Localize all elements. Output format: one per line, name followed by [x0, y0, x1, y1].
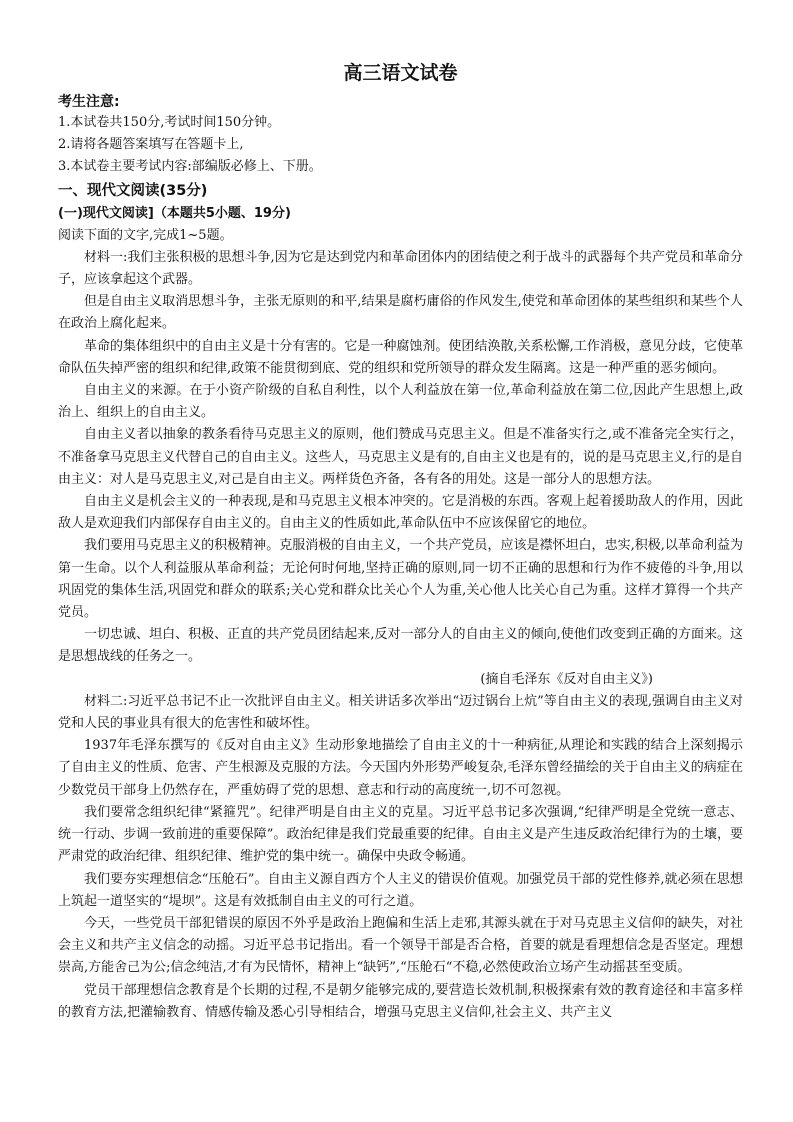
notice-heading: 考生注意:	[58, 94, 120, 110]
material-paragraph: 材料一:我们主张积极的思想斗争,因为它是达到党内和革命团体内的团结使之利于战斗的武器每个共产党员和革命分子，应该拿起这个武器。	[58, 249, 743, 288]
material-paragraph: 我们要夯实理想信念“压舱石”。自由主义源自西方个人主义的错误价值观。加强党员干部的党性修养,就必须在思想上筑起一道坚实的“堤坝”。这是有效抵制自由主义的可行之道。	[58, 871, 743, 909]
material-paragraph: 但是自由主义取消思想斗争，主张无原则的和平,结果是腐朽庸俗的作风发生,使党和革命团体的某些组织和某些个人在政治上腐化起来。	[58, 294, 743, 332]
material-paragraph: 今天，一些党员干部犯错误的原因不外乎是政治上跑偏和生活上走邪,其源头就在于对马克思主义信仰的缺失，对社会主义和共产主义信念的动摇。习近平总书记指出。看一个领导干部是否合格，首要的就是看理想信念是否坚定。理想崇高,方能舍己为公;信念纯洁,才有为民情怀，精神上“缺钙”,“压舱石“不稳,必然使政治立场产生动摇甚至变质。	[58, 915, 743, 976]
material-paragraph: 自由主义是机会主义的一种表现,是和马克思主义根本冲突的。它是消极的东西。客观上起着援助敌人的作用，因此敌人是欢迎我们内部保存自由主义的。自由主义的性质如此,革命队伍中不应该保留它的地位。	[58, 494, 743, 532]
material-paragraph: 自由主义者以抽象的教条看待马克思主义的原则，他们赞成马克思主义。但是不准备实行之,或不准备完全实行之，不准备拿马克思主义代替自己的自由主义。这些人，马克思主义是有的,自由主义也是有的，说的是马克思主义,行的是自由主义：对人是马克思主义,对己是自由主义。两样货色齐备，各有各的用处。这是一部分人的思想方法。	[58, 427, 743, 487]
material-paragraph: 一切忠诚、坦白、积极、正直的共产党员团结起来,反对一部分人的自由主义的倾向,使他们改变到正确的方面来。这是思想战线的任务之一。	[58, 627, 743, 665]
material-paragraph: 自由主义的来源。在于小资产阶级的自私自利性，以个人利益放在第一位,革命利益放在第二位,因此产生思想上,政治上、组织上的自由主义。	[58, 383, 743, 421]
material-paragraph: 1937年毛泽东撰写的《反对自由主义》生动形象地描绘了自由主义的十一种病征,从理论和实践的结合上深刻揭示了自由主义的性质、危害、产生根源及克服的方法。今天国内外形势严峻复杂,毛泽东曾经描绘的关于自由主义的病症在少数党员干部身上仍然存在，严重妨碍了党的思想、意志和行动的高度统一,切不可忽视。	[58, 738, 743, 798]
notice-item: 1.本试卷共150分,考试时间150分钟。	[58, 115, 281, 130]
material-paragraph: 材料二:习近平总书记不止一次批评自由主义。相关讲话多次举出“迈过锅台上炕”等自由主义的表现,强调自由主义对党和人民的事业具有很大的危害性和破坏性。	[58, 693, 743, 732]
notice-item: 3.本试卷主要考试内容:部编版必修上、下册。	[58, 159, 322, 175]
section-heading: 一、现代文阅读(35分)	[58, 182, 208, 199]
subsection-heading: (一)现代文阅读]（本题共5小题、19分)	[58, 205, 291, 221]
material-paragraph: 我们要常念组织纪律“紧箍咒”。纪律严明是自由主义的克星。习近平总书记多次强调,“纪律严明是全党统一意志、统一行动、步调一致前进的重要保障”。政治纪律是我们党最重要的纪律。自由主义是产生违反政治纪律行为的土壤，要严肃党的政治纪律、组织纪律、维护党的集中统一。确保中央政令畅通。	[58, 804, 743, 865]
source-citation: (摘自毛泽东《反对自由主义》)	[480, 671, 653, 687]
material-paragraph: 革命的集体组织中的自由主义是十分有害的。它是一种腐蚀剂。使团结涣散,关系松懈,工作消极，意见分歧，它使革命队伍失掉严密的组织和纪律,政策不能贯彻到底、党的组织和党所领导的群众发生隔离。这是一种严重的恶劣倾向。	[58, 338, 743, 376]
page-title: 高三语文试卷	[343, 62, 458, 84]
material-paragraph: 我们要用马克思主义的积极精神。克服消极的自由主义，一个共产党员，应该是襟怀坦白，忠实,积极,以革命利益为第一生命。以个人利益服从革命利益；无论何时何地,坚持正确的原则,同一切不正确的思想和行为作不疲倦的斗争,用以巩固党的集体生活,巩固党和群众的联系;关心党和群众比关心个人为重,关心他人比关心自己为重。这样才算得一个共产党员。	[58, 538, 743, 621]
instruction-text: 阅读下面的文字,完成1~5题。	[58, 227, 233, 243]
notice-item: 2.请将各题答案填写在答题卡上,	[58, 137, 244, 153]
material-paragraph: 党员干部理想信念教育是个长期的过程,不是朝夕能够完成的,要营造长效机制,积极探索有效的教育途径和丰富多样的教育方法,把灌输教育、情感传输及悉心引导相结合，增强马克思主义信仰,社会主义、共产主义	[58, 982, 743, 1020]
